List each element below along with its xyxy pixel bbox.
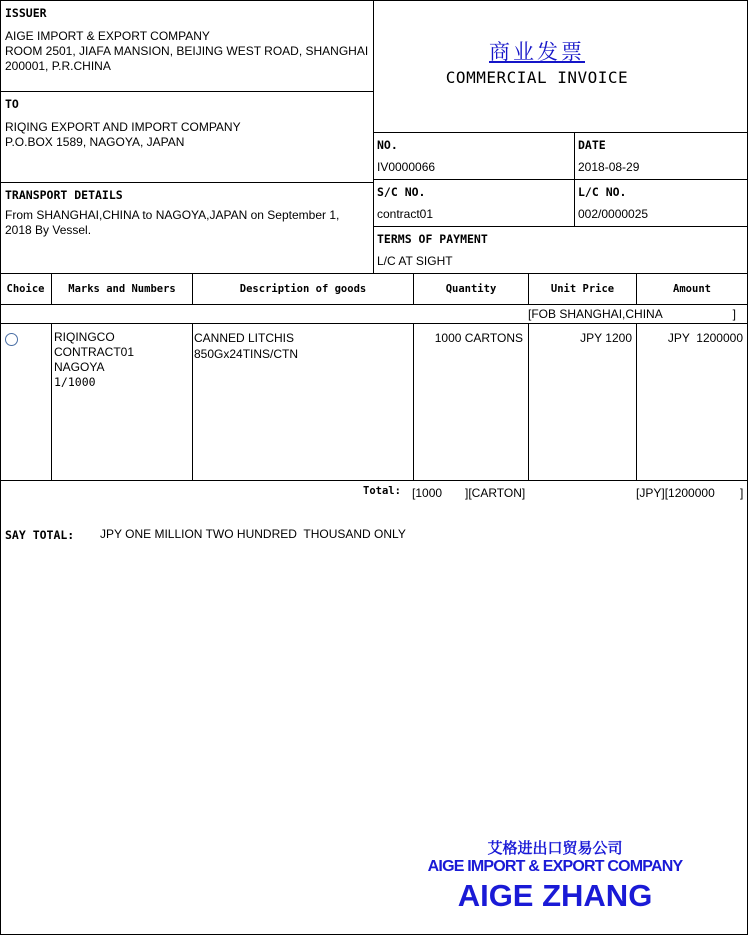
- marks-line: 1/1000: [54, 375, 96, 389]
- description-line: 850Gx24TINS/CTN: [194, 347, 299, 361]
- transport-details-line: From SHANGHAI,CHINA to NAGOYA,JAPAN on September 1,: [5, 208, 340, 222]
- terms-of-payment-value: L/C AT SIGHT: [377, 254, 453, 268]
- column-header-amount: Amount: [673, 283, 711, 295]
- divider: [413, 323, 414, 480]
- price-term-field: [FOB SHANGHAI,CHINA ]: [528, 307, 736, 321]
- divider: [528, 323, 529, 480]
- sc-no-value: contract01: [377, 207, 434, 221]
- divider: [0, 304, 747, 305]
- title-chinese: 商业发票: [489, 40, 585, 64]
- transport-details-label: TRANSPORT DETAILS: [5, 188, 123, 202]
- divider: [373, 226, 747, 227]
- signature-company-chinese: 艾格进出口贸易公司: [487, 839, 623, 857]
- unit-price-cell: JPY 1200: [580, 331, 632, 345]
- divider: [192, 323, 193, 480]
- total-unit-value: CARTON: [471, 486, 522, 500]
- divider: [373, 179, 747, 180]
- title-english: COMMERCIAL INVOICE: [445, 68, 629, 87]
- column-header-marks: Marks and Numbers: [68, 283, 176, 295]
- issuer-name: AIGE IMPORT & EXPORT COMPANY: [5, 29, 210, 43]
- marks-line: NAGOYA: [54, 360, 105, 374]
- divider: [0, 182, 373, 183]
- amount-cell: JPY 1200000: [667, 331, 743, 345]
- total-amount-value: 1200000: [668, 486, 715, 500]
- invoice-no-label: NO.: [377, 138, 398, 152]
- total-close-bracket: ]: [740, 486, 744, 500]
- lc-no-label: L/C NO.: [578, 185, 627, 199]
- divider: [0, 323, 747, 324]
- to-address: P.O.BOX 1589, NAGOYA, JAPAN: [5, 135, 185, 149]
- date-label: DATE: [578, 138, 606, 152]
- transport-details-line: 2018 By Vessel.: [5, 223, 92, 237]
- date-value: 2018-08-29: [578, 160, 640, 174]
- divider: [0, 91, 373, 92]
- quantity-cell: 1000 CARTONS: [434, 331, 523, 345]
- terms-of-payment-label: TERMS OF PAYMENT: [377, 232, 488, 246]
- signature-company-english: AIGE IMPORT & EXPORT COMPANY: [427, 858, 683, 875]
- divider: [373, 132, 747, 133]
- total-currency-field: [JPY][1200000: [636, 486, 715, 500]
- divider: [51, 323, 52, 480]
- marks-line: CONTRACT01: [54, 345, 135, 359]
- total-currency-value: JPY: [639, 486, 662, 500]
- column-header-unit-price: Unit Price: [550, 283, 615, 295]
- total-quantity-field: [1000: [412, 486, 443, 500]
- sc-no-label: S/C NO.: [377, 185, 426, 199]
- column-header-description: Description of goods: [239, 283, 367, 295]
- column-header-quantity: Quantity: [445, 283, 497, 295]
- invoice-no-value: IV0000066: [377, 160, 436, 174]
- divider: [636, 323, 637, 480]
- price-term-value: FOB SHANGHAI,CHINA: [531, 307, 663, 321]
- signature-name: AIGE ZHANG: [457, 878, 653, 913]
- divider: [574, 132, 575, 226]
- divider: [0, 480, 747, 481]
- column-header-choice: Choice: [6, 283, 45, 295]
- description-line: CANNED LITCHIS: [194, 331, 295, 345]
- total-label: Total:: [363, 485, 401, 497]
- issuer-address: ROOM 2501, JIAFA MANSION, BEIJING WEST ROAD, SHANGHAI: [5, 44, 369, 58]
- row-choice-radio[interactable]: [5, 333, 18, 346]
- lc-no-value: 002/0000025: [578, 207, 649, 221]
- marks-line: RIQINGCO: [54, 330, 115, 344]
- issuer-address-2: 200001, P.R.CHINA: [5, 59, 111, 73]
- total-unit-field: ][CARTON]: [465, 486, 526, 500]
- to-label: TO: [5, 97, 19, 111]
- total-quantity-value: 1000: [415, 486, 443, 500]
- say-total-value: JPY ONE MILLION TWO HUNDRED THOUSAND ONLY: [100, 527, 406, 541]
- say-total-label: SAY TOTAL:: [5, 528, 75, 542]
- to-name: RIQING EXPORT AND IMPORT COMPANY: [5, 120, 241, 134]
- issuer-label: ISSUER: [5, 6, 47, 20]
